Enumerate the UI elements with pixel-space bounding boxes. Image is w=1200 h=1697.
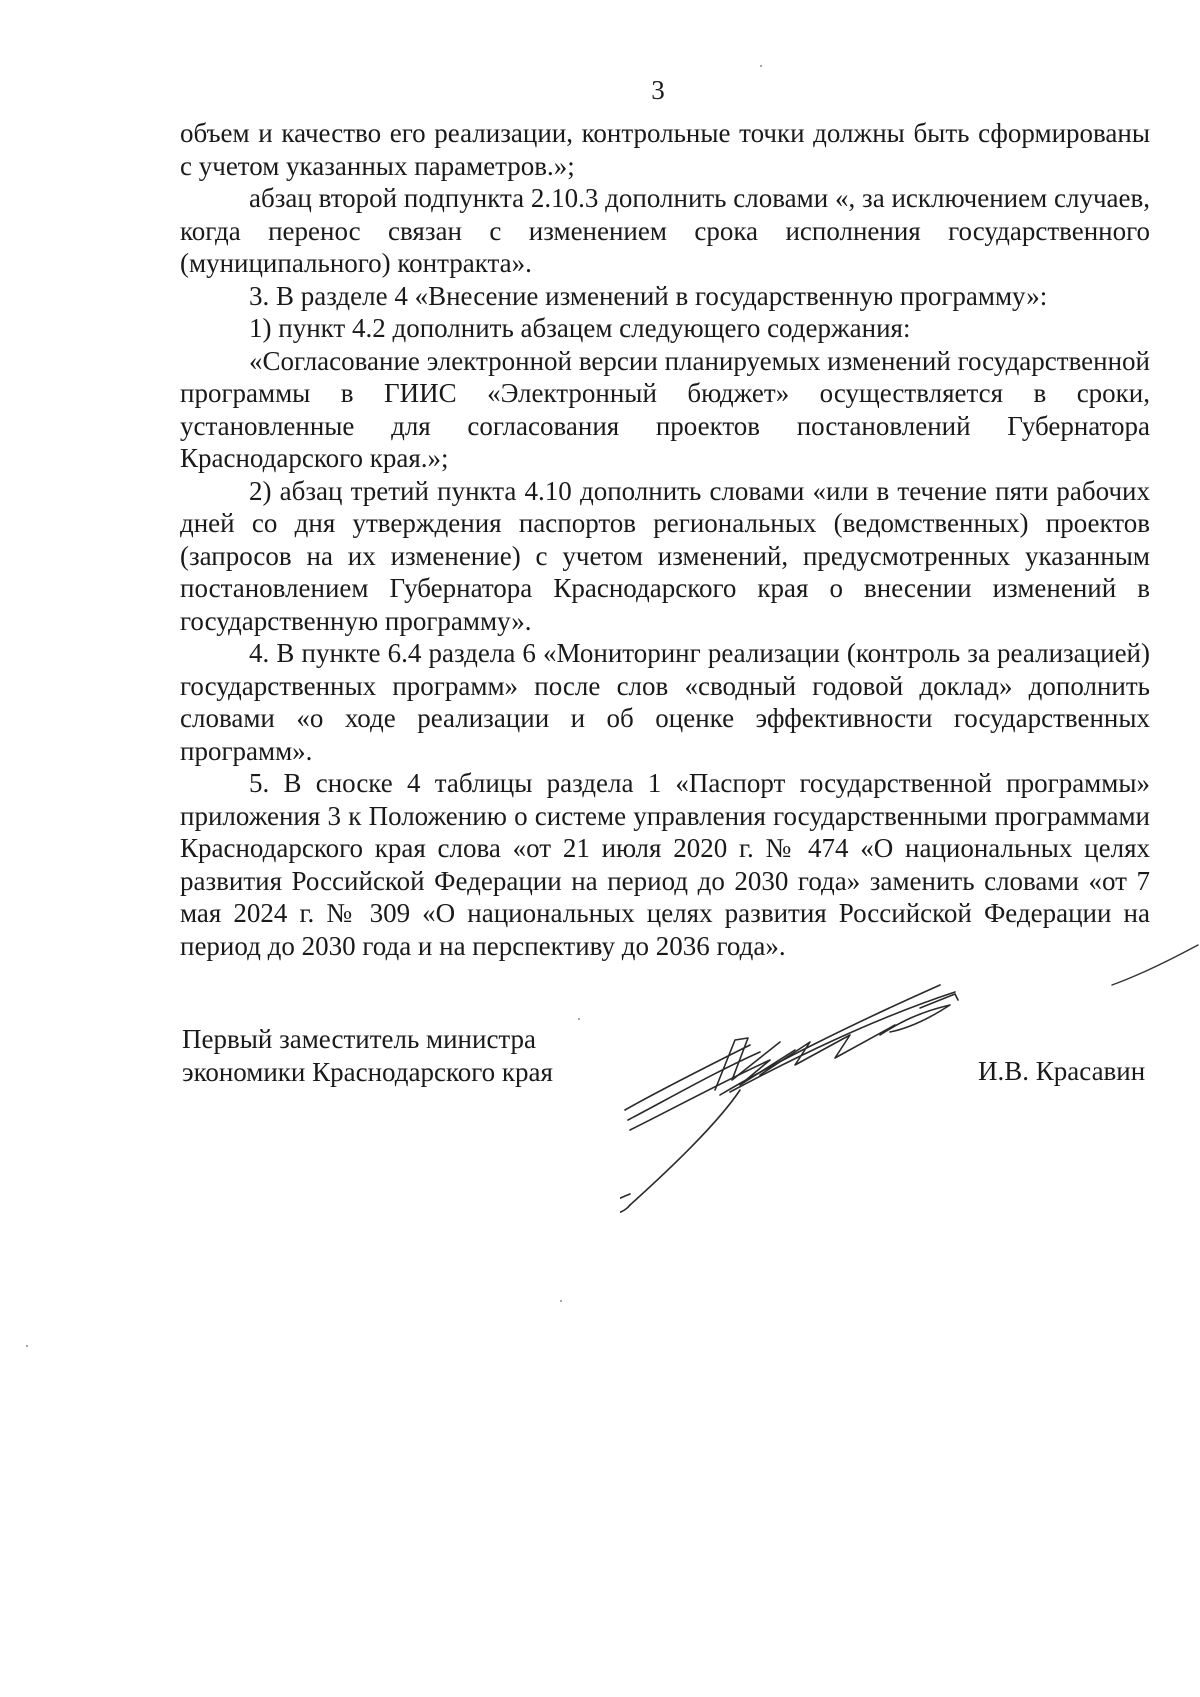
scan-speck bbox=[560, 1300, 562, 1302]
signer-name: И.В. Красавин bbox=[978, 1056, 1146, 1086]
scan-speck bbox=[26, 1345, 28, 1347]
signer-position-line-1: Первый заместитель министра bbox=[182, 1024, 537, 1054]
paragraph-subitem-1: 1) пункт 4.2 дополнить абзацем следующего содержания: bbox=[249, 313, 911, 343]
paragraph-subitem-2: 2) абзац третий пункта 4.10 дополнить словами «или в течение пяти рабочих дней со дня утверждения паспортов региональных (ведомственных) проектов (запросов на их изменение) с учетом изменений, предусмотренных указанным постановлением Губернатора Краснодарского края о внесении изменений в государственную программу». bbox=[180, 475, 1150, 636]
signer-position bbox=[182, 1023, 553, 1088]
scan-mark bbox=[1110, 940, 1200, 990]
paragraph-item-5: 5. В сноске 4 таблицы раздела 1 «Паспорт государственной программы» приложения 3 к Положению о системе управления государственными программами Краснодарского края слова «от 21 июля 2020 г. № 474 «О национальных целях развития Российской Федерации на период до 2030 года» заменить словами «от 7 мая 2024 г. № 309 «О национальных целях развития Российской Федерации на период до 2030 года и на перспективу до 2036 года». bbox=[180, 768, 1150, 961]
document-body bbox=[180, 117, 1150, 962]
paragraph-quoted-text: «Согласование электронной версии планируемых изменений государственной программы в ГИИС «Электронный бюджет» осуществляется в сроки, установленные для согласования проектов постановлений Губернатора Краснодарского края.»; bbox=[180, 345, 1150, 473]
scan-speck bbox=[760, 65, 762, 67]
handwritten-signature bbox=[620, 980, 1040, 1220]
paragraph-subclause-2-10-3: абзац второй подпункта 2.10.3 дополнить словами «, за исключением случаев, когда перенос связан с изменением срока исполнения государственного (муниципального) контракта». bbox=[180, 183, 1150, 278]
page-number: 3 bbox=[651, 75, 665, 105]
scan-speck bbox=[578, 1018, 580, 1020]
paragraph-item-4: 4. В пункте 6.4 раздела 6 «Мониторинг реализации (контроль за реализацией) государственных программ» после слов «сводный годовой доклад» дополнить словами «о ходе реализации и об оценке эффективности государственных программ». bbox=[180, 638, 1150, 766]
paragraph-item-3: 3. В разделе 4 «Внесение изменений в государственную программу»: bbox=[249, 280, 1048, 311]
signer-position-line-2: экономики Краснодарского края bbox=[182, 1056, 553, 1087]
paragraph-continuation: объем и качество его реализации, контрольные точки должны быть сформированы с учетом указанных параметров.»; bbox=[180, 118, 1150, 181]
